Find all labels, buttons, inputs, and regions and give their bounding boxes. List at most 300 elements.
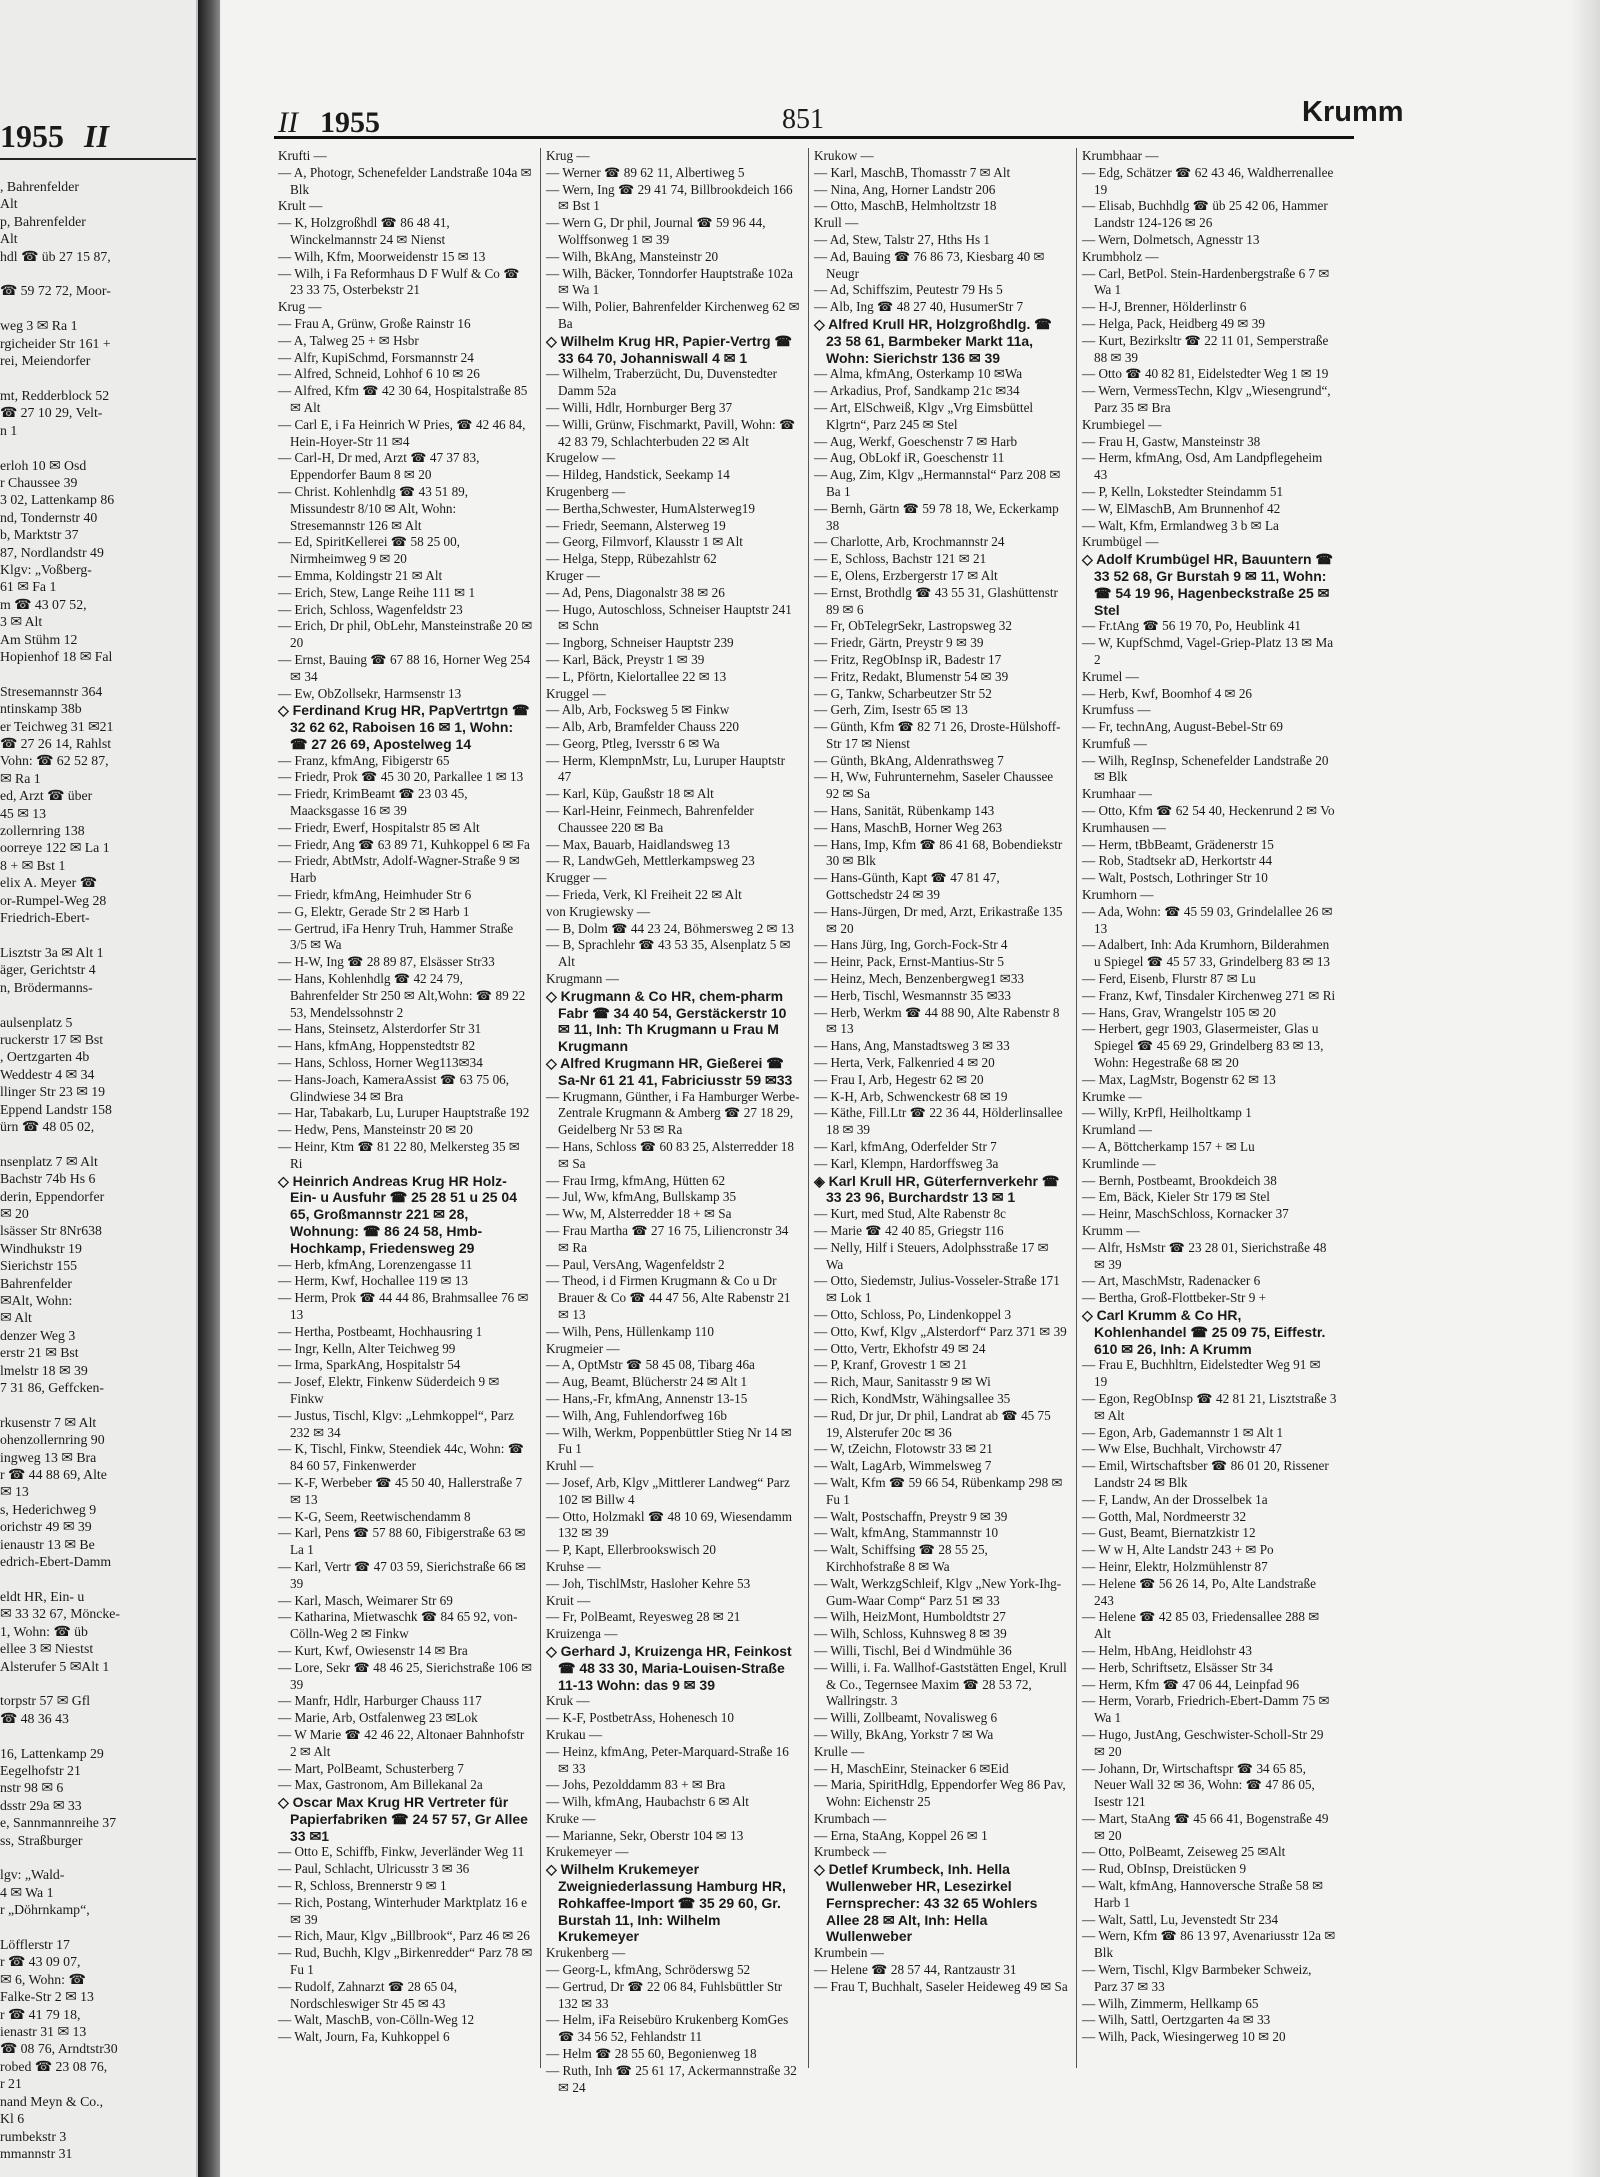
directory-entry: — B, Dolm ☎ 44 23 24, Böhmersweg 2 ✉ 13 bbox=[546, 920, 794, 936]
directory-entry: Krumhorn — bbox=[1082, 887, 1154, 903]
fragment-line: ✉ 6, Wohn: ☎ bbox=[0, 1971, 86, 1987]
directory-entry: Krumel — bbox=[1082, 668, 1139, 684]
previous-page-header bbox=[0, 118, 109, 155]
directory-entry: — E, Olens, Erzbergerstr 17 ✉ Alt bbox=[814, 567, 998, 583]
directory-entry: — Adalbert, Inh: Ada Krumhorn, Bilderahmen u Spiegel ☎ 45 57 33, Grindelberg 83 ✉ 13 bbox=[1082, 937, 1331, 970]
directory-entry: — Willi, i. Fa. Wallhof-Gaststätten Engel, Krull & Co., Tegernsee Maxim ☎ 28 53 72, Wallringstr. 3 bbox=[814, 1659, 1067, 1709]
directory-entry: — Karl, Vertr ☎ 47 03 59, Sierichstraße 66 ✉ 39 bbox=[278, 1558, 527, 1591]
directory-entry: — Hans, Kohlenhdlg ☎ 42 24 79, Bahrenfelder Str 250 ✉ Alt,Wohn: ☎ 89 22 53, Mendelssohnstr 2 bbox=[278, 971, 526, 1020]
directory-entry: Krumbeck — bbox=[814, 1844, 887, 1860]
directory-entry: — Alfred, Kfm ☎ 42 30 64, Hospitalstraße 85 ✉ Alt bbox=[278, 383, 528, 415]
directory-entry: — Rich, KondMstr, Wähingsallee 35 bbox=[814, 1390, 1011, 1406]
directory-entry: — K-H, Arb, Schwenckestr 68 ✉ 19 bbox=[814, 1088, 1008, 1104]
directory-entry: — Ww, M, Alsterredder 18 + ✉ Sa bbox=[546, 1206, 732, 1222]
directory-entry: — P, Kelln, Lokstedter Steindamm 51 bbox=[1082, 483, 1284, 499]
directory-entry: — Justus, Tischl, Klgv: „Lehmkoppel“, Parz 232 ✉ 34 bbox=[278, 1407, 514, 1440]
directory-entry: — Alfred, Schneid, Lohhof 6 10 ✉ 26 bbox=[278, 366, 480, 382]
directory-entry: — Karl, kfmAng, Oderfelder Str 7 bbox=[814, 1139, 997, 1155]
directory-entry: — Bernh, Gärtn ☎ 59 78 18, We, Eckerkamp 38 bbox=[814, 500, 1059, 533]
directory-entry: — Nelly, Hilf i Steuers, Adolphsstraße 17 ✉ Wa bbox=[814, 1239, 1049, 1272]
fragment-line: Alt bbox=[0, 196, 18, 212]
directory-entry: — Aug, ObLokf iR, Goeschenstr 11 bbox=[814, 450, 1005, 466]
fragment-line: torpstr 57 ✉ Gfl bbox=[0, 1693, 91, 1709]
column-separator bbox=[1076, 148, 1077, 2068]
previous-page-rule bbox=[0, 158, 196, 160]
fragment-line: nsenplatz 7 ✉ Alt bbox=[0, 1153, 98, 1169]
fragment-line: r ☎ 43 09 07, bbox=[0, 1954, 81, 1970]
directory-entry: Krumke — bbox=[1082, 1088, 1142, 1104]
fragment-line: mmannstr 31 bbox=[0, 2145, 73, 2161]
directory-entry: — Helga, Pack, Heidberg 49 ✉ 39 bbox=[1082, 315, 1265, 331]
directory-entry: — Herb, Tischl, Wesmannstr 35 ✉33 bbox=[814, 987, 1011, 1003]
directory-entry: — Wilh, Bäcker, Tonndorfer Hauptstraße 102a ✉ Wa 1 bbox=[546, 265, 793, 298]
directory-entry: — Helm ☎ 28 55 60, Begonienweg 18 bbox=[546, 2046, 757, 2062]
directory-entry: — Walt, MaschB, von-Cölln-Weg 12 bbox=[278, 2012, 475, 2028]
directory-entry: — A, Talweg 25 + ✉ Hsbr bbox=[278, 332, 419, 348]
directory-entry: — Karl, Pens ☎ 57 88 60, Fibigerstraße 63 ✉ La 1 bbox=[278, 1525, 526, 1558]
directory-entry: — Arkadius, Prof, Sandkamp 21c ✉34 bbox=[814, 383, 1020, 399]
fragment-line: nstr 98 ✉ 6 bbox=[0, 1780, 64, 1796]
directory-entry: — Hans, kfmAng, Hoppenstedtstr 82 bbox=[278, 1038, 476, 1054]
directory-entry: — Wilhelm, Traberzücht, Du, Duvenstedter Damm 52a bbox=[546, 366, 778, 399]
directory-entry: Kruk — bbox=[546, 1693, 590, 1709]
previous-page-roman: II bbox=[84, 118, 109, 154]
fragment-line: robed ☎ 23 08 76, bbox=[0, 2058, 108, 2074]
directory-entry: — A, Böttcherkamp 157 + ✉ Lu bbox=[1082, 1139, 1255, 1155]
directory-entry: Kruizenga — bbox=[546, 1626, 618, 1642]
directory-entry: — Frau H, Gastw, Mansteinstr 38 bbox=[1082, 433, 1261, 449]
directory-entry: — Heinr, Pack, Ernst-Mantius-Str 5 bbox=[814, 954, 1004, 970]
directory-entry: Kruhse — bbox=[546, 1558, 601, 1574]
fragment-line: r Chaussee 39 bbox=[0, 474, 78, 490]
fragment-line: ✉ 13 bbox=[0, 1484, 29, 1500]
directory-entry: Krugger — bbox=[546, 870, 607, 886]
directory-entry: — Käthe, Fill.Ltr ☎ 22 36 44, Hölderlinsallee 18 ✉ 39 bbox=[814, 1105, 1063, 1138]
directory-entry: Krug — bbox=[546, 148, 590, 163]
directory-entry: — Walt, Postsch, Lothringer Str 10 bbox=[1082, 870, 1268, 886]
directory-entry: ◇ Oscar Max Krug HR Vertreter für Papierfabriken ☎ 24 57 57, Gr Allee 33 ✉1 bbox=[278, 1794, 528, 1844]
directory-entry: — W, tZeichn, Flotowstr 33 ✉ 21 bbox=[814, 1441, 993, 1457]
directory-entry: — Marianne, Sekr, Oberstr 104 ✉ 13 bbox=[546, 1827, 744, 1843]
directory-entry: — Wilh, BkAng, Mansteinstr 20 bbox=[546, 248, 719, 264]
directory-entry: — Emma, Koldingstr 21 ✉ Alt bbox=[278, 567, 443, 583]
directory-entry: — Walt, kfmAng, Hannoversche Straße 58 ✉ Harb 1 bbox=[1082, 1878, 1324, 1910]
directory-entry: — Johann, Dr, Wirtschaftspr ☎ 34 65 85, Neuer Wall 32 ✉ 36, Wohn: ☎ 47 86 05, Isestr 121 bbox=[1082, 1760, 1315, 1810]
directory-entry: — Bertha, Groß-Flottbeker-Str 9 + bbox=[1082, 1290, 1267, 1306]
directory-entry: — Herbert, gegr 1903, Glasermeister, Glas u Spiegel ☎ 45 69 29, Grindelberg 83 ✉ 13, Wohn: Hegestraße 68 ✉ 20 bbox=[1082, 1021, 1324, 1071]
book-gutter bbox=[198, 0, 220, 2177]
directory-entry: — B, Sprachlehr ☎ 43 53 35, Alsenplatz 5 ✉ Alt bbox=[546, 937, 791, 970]
fragment-line bbox=[0, 1849, 196, 1866]
column-1 bbox=[278, 148, 533, 2046]
fragment-line: 16, Lattenkamp 29 bbox=[0, 1745, 104, 1761]
directory-entry: Krugmeier — bbox=[546, 1340, 620, 1356]
fragment-line: Bachstr 74b Hs 6 bbox=[0, 1171, 96, 1187]
directory-entry: — Hans, Imp, Kfm ☎ 86 41 68, Bobendiekstr 30 ✉ Blk bbox=[814, 836, 1063, 869]
directory-entry: ◇ Detlef Krumbeck, Inh. Hella Wullenweber HR, Lesezirkel Fernsprecher: 43 32 65 Wohlers Allee 28 ✉ Alt, Inh: Hella Wullenweber bbox=[814, 1861, 1038, 1945]
directory-entry: ◇ Krugmann & Co HR, chem-pharm Fabr ☎ 34 40 54, Gerstäckerstr 10 ✉ 11, Inh: Th Krugmann u Frau M Krugmann bbox=[546, 987, 787, 1055]
fragment-line bbox=[0, 1675, 196, 1692]
directory-entry: Krukow — bbox=[814, 148, 874, 163]
previous-page-fragment bbox=[0, 0, 198, 2177]
fragment-line: , Oertzgarten 4b bbox=[0, 1049, 90, 1065]
directory-entry: Krukemeyer — bbox=[546, 1844, 629, 1860]
directory-entry: Krull — bbox=[814, 215, 859, 231]
directory-entry: — Otto, Holzmakl ☎ 48 10 69, Wiesendamm 132 ✉ 39 bbox=[546, 1508, 793, 1541]
directory-entry: — Egon, RegObInsp ☎ 42 81 21, Lisztstraße 3 ✉ Alt bbox=[1082, 1390, 1337, 1423]
directory-entry: — Alb, Arb, Bramfelder Chauss 220 bbox=[546, 719, 740, 735]
fragment-line: nd, Tondernstr 40 bbox=[0, 509, 98, 525]
fragment-line: nand Meyn & Co., bbox=[0, 2093, 104, 2109]
directory-entry: — Fr, PolBeamt, Reyesweg 28 ✉ 21 bbox=[546, 1609, 741, 1625]
directory-entry: — Heinz, kfmAng, Peter-Marquard-Straße 16 ✉ 33 bbox=[546, 1743, 789, 1776]
directory-entry: — Karl, Küp, Gaußstr 18 ✉ Alt bbox=[546, 786, 714, 802]
directory-entry: — Wern, Tischl, Klgv Barmbeker Schweiz, Parz 37 ✉ 33 bbox=[1082, 1962, 1312, 1994]
directory-entry: — Hans-Jürgen, Dr med, Arzt, Erikastraße 135 ✉ 20 bbox=[814, 903, 1063, 936]
directory-entry: — Emil, Wirtschaftsber ☎ 86 01 20, Rissener Landstr 24 ✉ Blk bbox=[1082, 1458, 1329, 1490]
directory-entry: — Wilh, Pack, Wiesingerweg 10 ✉ 20 bbox=[1082, 2029, 1286, 2045]
directory-entry: — H, MaschEinr, Steinacker 6 ✉Eid bbox=[814, 1760, 1009, 1776]
fragment-line bbox=[0, 1727, 196, 1744]
directory-entry: — Hans-Günth, Kapt ☎ 47 81 47, Gottschedstr 24 ✉ 39 bbox=[814, 870, 1000, 903]
fragment-line: 45 ✉ 13 bbox=[0, 805, 47, 821]
directory-entry: — Walt, Kfm ☎ 59 66 54, Rübenkamp 298 ✉ Fu 1 bbox=[814, 1474, 1063, 1507]
directory-entry: — Helm, HbAng, Heidlohstr 43 bbox=[1082, 1642, 1252, 1658]
page-header-left bbox=[278, 106, 380, 140]
directory-entry: — Rud, Buchh, Klgv „Birkenredder“ Parz 78 ✉ Fu 1 bbox=[278, 1945, 533, 1978]
fragment-line bbox=[0, 300, 196, 317]
directory-entry: — Fritz, RegObInsp iR, Badestr 17 bbox=[814, 651, 1002, 667]
directory-entry: — Wilh, Sattl, Oertzgarten 4a ✉ 33 bbox=[1082, 2012, 1271, 2028]
fragment-line: r ☎ 44 88 69, Alte bbox=[0, 1467, 107, 1483]
directory-entry: — H-W, Ing ☎ 28 89 87, Elsässer Str33 bbox=[278, 954, 495, 970]
directory-entry: — Carl, BetPol. Stein-Hardenbergstraße 6 7 ✉ Wa 1 bbox=[1082, 265, 1330, 298]
directory-entry: — Friedr, Prok ☎ 45 30 20, Parkallee 1 ✉ 13 bbox=[278, 769, 524, 785]
fragment-line: oorreye 122 ✉ La 1 bbox=[0, 840, 110, 856]
directory-entry: — Friedr, Gärtn, Preystr 9 ✉ 39 bbox=[814, 635, 984, 651]
directory-entry: — Hans, MaschB, Horner Weg 263 bbox=[814, 819, 1003, 835]
directory-entry: — Günth, BkAng, Aldenrathsweg 7 bbox=[814, 752, 1004, 768]
directory-entry: — Otto, Schloss, Po, Lindenkoppel 3 bbox=[814, 1306, 1012, 1322]
directory-entry: — Art, MaschMstr, Radenacker 6 bbox=[1082, 1273, 1261, 1289]
directory-entry: — Paul, Schlacht, Ulricusstr 3 ✉ 36 bbox=[278, 1861, 470, 1877]
fragment-line: Alsterufer 5 ✉Alt 1 bbox=[0, 1658, 110, 1674]
directory-entry: — Max, Gastronom, Am Billekanal 2a bbox=[278, 1777, 483, 1793]
fragment-line: rumbekstr 3 bbox=[0, 2128, 67, 2144]
directory-entry: — Frau E, Buchhltrn, Eidelstedter Weg 91 ✉ 19 bbox=[1082, 1357, 1321, 1390]
directory-entry: Krumhaar — bbox=[1082, 786, 1152, 802]
directory-entry: — H, Ww, Fuhrunternehm, Saseler Chaussee 92 ✉ Sa bbox=[814, 769, 1054, 802]
directory-entry: — K-F, Werbeber ☎ 45 50 40, Hallerstraße 7 ✉ 13 bbox=[278, 1474, 523, 1507]
directory-entry: — Wern, Ing ☎ 29 41 74, Billbrookdeich 166 ✉ Bst 1 bbox=[546, 181, 793, 214]
directory-entry: — Günth, Kfm ☎ 82 71 26, Droste-Hülshoff-Str 17 ✉ Nienst bbox=[814, 719, 1061, 751]
directory-entry: — Helene ☎ 28 57 44, Rantzaustr 31 bbox=[814, 1962, 1017, 1978]
directory-entry: — Friedr, Seemann, Alsterweg 19 bbox=[546, 517, 726, 533]
directory-entry: Krulle — bbox=[814, 1743, 865, 1759]
directory-entry: — Heinz, Mech, Benzenbergweg1 ✉33 bbox=[814, 971, 1025, 987]
fragment-line: Alt bbox=[0, 231, 18, 247]
directory-entry: — Art, ElSchweiß, Klgv „Vrg Eimsbüttel Klgrtn“, Parz 245 ✉ Stel bbox=[814, 399, 1034, 432]
fragment-line: 3 ✉ Alt bbox=[0, 614, 43, 630]
directory-entry: — Karl-Heinr, Feinmech, Bahrenfelder Chaussee 220 ✉ Ba bbox=[546, 803, 754, 835]
directory-entry: — G, Tankw, Scharbeutzer Str 52 bbox=[814, 685, 992, 701]
fragment-line: Windhukstr 19 bbox=[0, 1240, 82, 1256]
directory-entry: — Kurt, med Stud, Alte Rabenstr 8c bbox=[814, 1206, 1006, 1222]
directory-entry: — Aug, Zim, Klgv „Hermannstal“ Parz 208 ✉ Ba 1 bbox=[814, 467, 1061, 499]
fragment-line: , Bahrenfelder bbox=[0, 179, 79, 194]
fragment-line bbox=[0, 1919, 196, 1936]
directory-entry: — Ernst, Brothdlg ☎ 43 55 31, Glashüttenstr 89 ✉ 6 bbox=[814, 584, 1058, 617]
directory-entry: Krumbein — bbox=[814, 1945, 884, 1961]
fragment-line: Lisztstr 3a ✉ Alt 1 bbox=[0, 944, 104, 960]
directory-entry: — Franz, Kwf, Tinsdaler Kirchenweg 271 ✉ Ri bbox=[1082, 987, 1336, 1003]
directory-entry: — Fr, ObTelegrSekr, Lastropsweg 32 bbox=[814, 618, 1012, 634]
directory-entry: Krukenberg — bbox=[546, 1945, 626, 1961]
directory-entry: ◇ Gerhard J, Kruizenga HR, Feinkost ☎ 48 33 30, Maria-Louisen-Straße 11-13 Wohn: das 9 ✉ 39 bbox=[546, 1642, 792, 1693]
fragment-line: elix A. Meyer ☎ bbox=[0, 875, 97, 891]
directory-entry: — Alb, Arb, Focksweg 5 ✉ Finkw bbox=[546, 702, 730, 718]
directory-entry: — Wilh, Ang, Fuhlendorfweg 16b bbox=[546, 1407, 727, 1423]
directory-entry: — Hans-Joach, KameraAssist ☎ 63 75 06, Glindwiese 34 ✉ Bra bbox=[278, 1071, 510, 1104]
fragment-line bbox=[0, 996, 196, 1013]
fragment-line: Falke-Str 2 ✉ 13 bbox=[0, 1989, 94, 2005]
fragment-line: edrich-Ebert-Damm bbox=[0, 1554, 112, 1570]
fragment-line: s, Hederichweg 9 bbox=[0, 1501, 97, 1517]
fragment-line: Löfflerstr 17 bbox=[0, 1937, 70, 1953]
directory-entry: — Hugo, Autoschloss, Schneiser Hauptstr 241 ✉ Schn bbox=[546, 601, 792, 634]
directory-entry: — Alma, kfmAng, Osterkamp 10 ✉Wa bbox=[814, 366, 1023, 382]
directory-entry: ◇ Ferdinand Krug HR, PapVertrtgn ☎ 32 62 62, Raboisen 16 ✉ 1, Wohn: ☎ 27 26 69, Apostelweg 14 bbox=[278, 702, 530, 752]
directory-entry: — W Marie ☎ 42 46 22, Altonaer Bahnhofstr 2 ✉ Alt bbox=[278, 1726, 525, 1759]
directory-entry: — Mart, StaAng ☎ 45 66 41, Bogenstraße 49 ✉ 20 bbox=[1082, 1810, 1329, 1843]
directory-entry: — Walt, Schiffsing ☎ 28 55 25, Kirchhofstraße 8 ✉ Wa bbox=[814, 1542, 988, 1574]
fragment-line: Eppend Landstr 158 bbox=[0, 1101, 112, 1117]
directory-entry: — Herm, Prok ☎ 44 44 86, Brahmsallee 76 ✉ 13 bbox=[278, 1290, 529, 1322]
fragment-line: 4 ✉ Wa 1 bbox=[0, 1884, 54, 1900]
directory-entry: — Carl-H, Dr med, Arzt ☎ 47 37 83, Eppendorfer Baum 8 ✉ 20 bbox=[278, 450, 480, 483]
directory-entry: — Wilh, Polier, Bahrenfelder Kirchenweg 62 ✉ Ba bbox=[546, 299, 800, 331]
directory-entry: — Herm, KlempnMstr, Lu, Luruper Hauptstr 47 bbox=[546, 752, 785, 785]
column-2 bbox=[546, 148, 801, 2096]
fragment-line: or-Rumpel-Weg 28 bbox=[0, 892, 107, 908]
directory-entry: — Hedw, Pens, Mansteinstr 20 ✉ 20 bbox=[278, 1122, 473, 1138]
directory-entry: — W w H, Alte Landstr 243 + ✉ Po bbox=[1082, 1542, 1274, 1558]
directory-entry: — Katharina, Mietwaschk ☎ 84 65 92, von-Cölln-Weg 2 ✉ Finkw bbox=[278, 1609, 518, 1642]
fragment-line bbox=[0, 369, 196, 386]
directory-entry: Krumbhaar — bbox=[1082, 148, 1159, 163]
fragment-line: Stresemannstr 364 bbox=[0, 683, 103, 699]
fragment-line: Friedrich-Ebert- bbox=[0, 910, 90, 926]
fragment-line: ienaustr 13 ✉ Be bbox=[0, 1536, 95, 1552]
directory-entry: ◇ Adolf Krumbügel HR, Bauuntern ☎ 33 52 68, Gr Burstah 9 ✉ 11, Wohn: ☎ 54 19 96, Hagenbeckstraße 25 ✉ Stel bbox=[1082, 551, 1333, 618]
directory-entry: — Gust, Beamt, Biernatzkistr 12 bbox=[1082, 1525, 1256, 1541]
directory-entry: — Herm, Vorarb, Friedrich-Ebert-Damm 75 ✉ Wa 1 bbox=[1082, 1693, 1330, 1726]
directory-entry: — Walt, WerkzgSchleif, Klgv „New York-Ihg-Gum-Waar Comp“ Parz 51 ✉ 33 bbox=[814, 1575, 1062, 1608]
fragment-line: lgv: „Wald- bbox=[0, 1867, 65, 1883]
fragment-line bbox=[0, 1571, 196, 1588]
directory-entry: — R, Schloss, Brennerstr 9 ✉ 1 bbox=[278, 1878, 447, 1894]
directory-entry: — Herb, kfmAng, Lorenzengasse 11 bbox=[278, 1256, 473, 1272]
directory-entry: — Ad, Bauing ☎ 76 86 73, Kiesbarg 40 ✉ Neugr bbox=[814, 248, 1045, 281]
directory-entry: — Herm, tBbBeamt, Grädenerstr 15 bbox=[1082, 836, 1274, 852]
directory-entry: — Fritz, Redakt, Blumenstr 54 ✉ 39 bbox=[814, 668, 1009, 684]
previous-page-year: 1955 bbox=[0, 118, 64, 154]
directory-entry: — Willi, Zollbeamt, Novalisweg 6 bbox=[814, 1710, 998, 1726]
fragment-line: aulsenplatz 5 bbox=[0, 1014, 73, 1030]
directory-entry: — Walt, Sattl, Lu, Jevenstedt Str 234 bbox=[1082, 1911, 1279, 1927]
directory-entry: Krumbach — bbox=[814, 1810, 887, 1826]
directory-entry: — Herm, Kfm ☎ 47 06 44, Leinpfad 96 bbox=[1082, 1676, 1300, 1692]
fragment-line bbox=[0, 665, 196, 682]
directory-entry: — W, KupfSchmd, Vagel-Griep-Platz 13 ✉ Ma 2 bbox=[1082, 635, 1334, 667]
directory-entry: — Hans, Ang, Manstadtsweg 3 ✉ 33 bbox=[814, 1038, 1010, 1054]
fragment-line: ruckerstr 17 ✉ Bst bbox=[0, 1031, 104, 1047]
directory-entry: — Egon, Arb, Gademannstr 1 ✉ Alt 1 bbox=[1082, 1424, 1284, 1440]
directory-entry: — E, Schloss, Bachstr 121 ✉ 21 bbox=[814, 551, 987, 567]
directory-entry: — Rud, ObInsp, Dreistücken 9 bbox=[1082, 1861, 1247, 1877]
directory-entry: — Helga, Stepp, Rübezahlstr 62 bbox=[546, 551, 717, 567]
directory-entry: Krugenberg — bbox=[546, 483, 626, 499]
directory-entry: — Heinr, Elektr, Holzmühlenstr 87 bbox=[1082, 1558, 1268, 1574]
directory-entry: Krumbügel — bbox=[1082, 534, 1159, 550]
fragment-line: ☎ 48 36 43 bbox=[0, 1710, 69, 1726]
fragment-line: Weddestr 4 ✉ 34 bbox=[0, 1066, 95, 1082]
directory-entry: — Otto, PolBeamt, Zeiseweg 25 ✉Alt bbox=[1082, 1844, 1286, 1860]
fragment-line: 3 02, Lattenkamp 86 bbox=[0, 492, 115, 508]
directory-entry: — Ww Else, Buchhalt, Virchowstr 47 bbox=[1082, 1441, 1282, 1457]
fragment-line: ürn ☎ 48 05 02, bbox=[0, 1118, 95, 1134]
directory-entry: — Krugmann, Günther, i Fa Hamburger Werbe-Zentrale Krugmann & Amberg ☎ 27 18 29, Geidelberg Nr 53 ✉ Ra bbox=[546, 1088, 800, 1138]
directory-entry: — Ew, ObZollsekr, Harmsenstr 13 bbox=[278, 685, 462, 701]
fragment-line: Vohn: ☎ 62 52 87, bbox=[0, 753, 109, 769]
fragment-line: r „Döhrnkamp“, bbox=[0, 1902, 90, 1918]
directory-entry: — Gertrud, iFa Henry Truh, Hammer Straße 3/5 ✉ Wa bbox=[278, 920, 514, 953]
directory-entry: — Erich, Stew, Lange Reihe 111 ✉ 1 bbox=[278, 584, 476, 600]
directory-page bbox=[222, 0, 1600, 2177]
directory-entry: — Ed, SpiritKellerei ☎ 58 25 00, Nirmheimweg 9 ✉ 20 bbox=[278, 534, 460, 567]
fragment-line: ✉ 33 32 67, Möncke- bbox=[0, 1606, 121, 1622]
directory-entry: — Rich, Maur, Sanitasstr 9 ✉ Wi bbox=[814, 1374, 991, 1390]
directory-entry: — Frau Martha ☎ 27 16 75, Liliencronstr 34 ✉ Ra bbox=[546, 1223, 789, 1255]
fragment-line: ✉Alt, Wohn: bbox=[0, 1293, 73, 1308]
directory-entry: — Hans, Steinsetz, Alsterdorfer Str 31 bbox=[278, 1021, 482, 1037]
directory-entry: — Max, Bauarb, Haidlandsweg 13 bbox=[546, 836, 730, 852]
directory-entry: — Wilh, HeizMont, Humboldtstr 27 bbox=[814, 1609, 1006, 1625]
directory-entry: Krumland — bbox=[1082, 1122, 1152, 1138]
fragment-line: Klgv: „Voßberg- bbox=[0, 561, 92, 577]
directory-entry: — Josef, Elektr, Finkenw Süderdeich 9 ✉ Finkw bbox=[278, 1374, 500, 1406]
scan-edge bbox=[1570, 0, 1600, 2177]
directory-entry: — Frieda, Verk, Kl Freiheit 22 ✉ Alt bbox=[546, 887, 742, 903]
directory-entry: — Erna, StaAng, Koppel 26 ✉ 1 bbox=[814, 1827, 988, 1843]
directory-entry: — Willi, Hdlr, Hornburger Berg 37 bbox=[546, 399, 733, 415]
directory-entry: — L, Pförtn, Kielortallee 22 ✉ 13 bbox=[546, 668, 727, 684]
directory-entry: — Wilh, kfmAng, Haubachstr 6 ✉ Alt bbox=[546, 1794, 749, 1810]
directory-entry: — Karl, MaschB, Thomasstr 7 ✉ Alt bbox=[814, 164, 1011, 180]
directory-entry: — Lore, Sekr ☎ 48 46 25, Sierichstraße 106 ✉ 39 bbox=[278, 1659, 533, 1692]
fragment-line: ntinskamp 38b bbox=[0, 701, 82, 717]
directory-entry: — Friedr, AbtMstr, Adolf-Wagner-Straße 9 ✉ Harb bbox=[278, 853, 520, 886]
directory-entry: Kruit — bbox=[546, 1592, 591, 1608]
directory-entry: — F, Landw, An der Drosselbek 1a bbox=[1082, 1491, 1268, 1507]
fragment-line: r ☎ 41 79 18, bbox=[0, 2006, 81, 2022]
directory-entry: — Fr.tAng ☎ 56 19 70, Po, Heublink 41 bbox=[1082, 618, 1302, 634]
fragment-line: ellee 3 ✉ Niestst bbox=[0, 1641, 94, 1657]
fragment-line: ☎ 27 10 29, Velt- bbox=[0, 405, 103, 421]
fragment-line: Bahrenfelder bbox=[0, 1275, 73, 1291]
directory-entry: — Helene ☎ 56 26 14, Po, Alte Landstraße 243 bbox=[1082, 1575, 1316, 1608]
directory-entry: — Ferd, Eisenb, Flurstr 87 ✉ Lu bbox=[1082, 971, 1256, 987]
directory-entry: Krugelow — bbox=[546, 450, 616, 466]
fragment-line: m ☎ 43 07 52, bbox=[0, 596, 87, 612]
directory-entry: — Ad, Stew, Talstr 27, Hths Hs 1 bbox=[814, 231, 991, 247]
directory-entry: — Kurt, Kwf, Owiesenstr 14 ✉ Bra bbox=[278, 1642, 468, 1658]
directory-entry: — Walt, Kfm, Ermlandweg 3 b ✉ La bbox=[1082, 517, 1279, 533]
fragment-line: Sierichstr 155 bbox=[0, 1258, 78, 1274]
directory-entry: — Ingborg, Schneiser Hauptstr 239 bbox=[546, 635, 734, 651]
fragment-line: 61 ✉ Fa 1 bbox=[0, 579, 57, 595]
column-3 bbox=[814, 148, 1069, 1996]
fragment-line: eldt HR, Ein- u bbox=[0, 1588, 85, 1604]
directory-entry: — G, Elektr, Gerade Str 2 ✉ Harb 1 bbox=[278, 903, 470, 919]
fragment-line: e, Sannmannreihe 37 bbox=[0, 1815, 117, 1831]
fragment-line: dsstr 29a ✉ 33 bbox=[0, 1797, 82, 1813]
column-separator bbox=[540, 148, 541, 2068]
fragment-line: äger, Gerichtstr 4 bbox=[0, 962, 96, 978]
directory-entry: — Ernst, Bauing ☎ 67 88 16, Horner Weg 254 ✉ 34 bbox=[278, 651, 531, 684]
directory-entry: — Bertha,Schwester, HumAlsterweg19 bbox=[546, 500, 755, 516]
directory-entry: Krumhausen — bbox=[1082, 819, 1166, 835]
directory-entry: — Elisab, Buchhdlg ☎ üb 25 42 06, Hammer Landstr 124-126 ✉ 26 bbox=[1082, 198, 1328, 231]
directory-entry: Krugmann — bbox=[546, 971, 619, 987]
directory-entry: — Jul, Ww, kfmAng, Bullskamp 35 bbox=[546, 1189, 737, 1205]
directory-entry: — Alfr, HsMstr ☎ 23 28 01, Sierichstraße 48 ✉ 39 bbox=[1082, 1239, 1327, 1272]
directory-entry: — K-G, Seem, Reetwischendamm 8 bbox=[278, 1508, 471, 1524]
directory-entry: — Hans, Schloss ☎ 60 83 25, Alsterredder 18 ✉ Sa bbox=[546, 1139, 794, 1171]
directory-entry: ◇ Wilhelm Krug HR, Papier-Vertrg ☎ 33 64 70, Johanniswall 4 ✉ 1 bbox=[546, 332, 792, 366]
fragment-line: ☎ 08 76, Arndtstr30 bbox=[0, 2041, 118, 2057]
directory-entry: Krumfuß — bbox=[1082, 735, 1147, 751]
fragment-line: er Teichweg 31 ✉21 bbox=[0, 718, 114, 734]
directory-entry: — Werner ☎ 89 62 11, Albertiweg 5 bbox=[546, 164, 745, 180]
directory-entry: — Hugo, JustAng, Geschwister-Scholl-Str 29 ✉ 20 bbox=[1082, 1726, 1324, 1759]
column-separator bbox=[808, 148, 809, 2068]
fragment-line: lsässer Str 8Nr638 bbox=[0, 1223, 102, 1239]
directory-entry: — Willi, Grünw, Fischmarkt, Pavill, Wohn: ☎ 42 83 79, Schlachterbuden 22 ✉ Alt bbox=[546, 416, 796, 449]
directory-entry: Krumbholz — bbox=[1082, 248, 1159, 264]
directory-entry: — Friedr, Ewerf, Hospitalstr 85 ✉ Alt bbox=[278, 819, 480, 835]
directory-entry: Krumbiegel — bbox=[1082, 416, 1162, 432]
directory-entry: — Otto, Vertr, Ekhofstr 49 ✉ 24 bbox=[814, 1340, 986, 1356]
directory-entry: — Otto ☎ 40 82 81, Eidelstedter Weg 1 ✉ 19 bbox=[1082, 366, 1329, 382]
directory-entry: — Joh, TischlMstr, Hasloher Kehre 53 bbox=[546, 1575, 751, 1591]
directory-entry: — Frau I, Arb, Hegestr 62 ✉ 20 bbox=[814, 1071, 984, 1087]
column-4 bbox=[1082, 148, 1337, 2046]
directory-entry: — Gotth, Mal, Nordmeerstr 32 bbox=[1082, 1508, 1247, 1524]
directory-entry: — Otto, Siedemstr, Julius-Vosseler-Straße 171 ✉ Lok 1 bbox=[814, 1273, 1060, 1306]
fragment-line: lmelstr 18 ✉ 39 bbox=[0, 1362, 88, 1378]
directory-entry: — Ingr, Kelln, Alter Teichweg 99 bbox=[278, 1340, 456, 1356]
directory-entry: — Wilh, Zimmerm, Hellkamp 65 bbox=[1082, 1995, 1259, 2011]
directory-entry: — Mart, PolBeamt, Schusterberg 7 bbox=[278, 1760, 464, 1776]
fragment-line: 7 31 86, Geffcken- bbox=[0, 1380, 104, 1396]
directory-entry: Krumlinde — bbox=[1082, 1155, 1156, 1171]
directory-entry: — Maria, SpiritHdlg, Eppendorfer Weg 86 Pav, Wohn: Eichenstr 25 bbox=[814, 1777, 1066, 1810]
directory-entry: — Frau A, Grünw, Große Rainstr 16 bbox=[278, 315, 471, 331]
directory-entry: — Karl, Bäck, Preystr 1 ✉ 39 bbox=[546, 651, 705, 667]
directory-entry: — Irma, SparkAng, Hospitalstr 54 bbox=[278, 1357, 461, 1373]
fragment-line: 8 + ✉ Bst 1 bbox=[0, 857, 66, 873]
